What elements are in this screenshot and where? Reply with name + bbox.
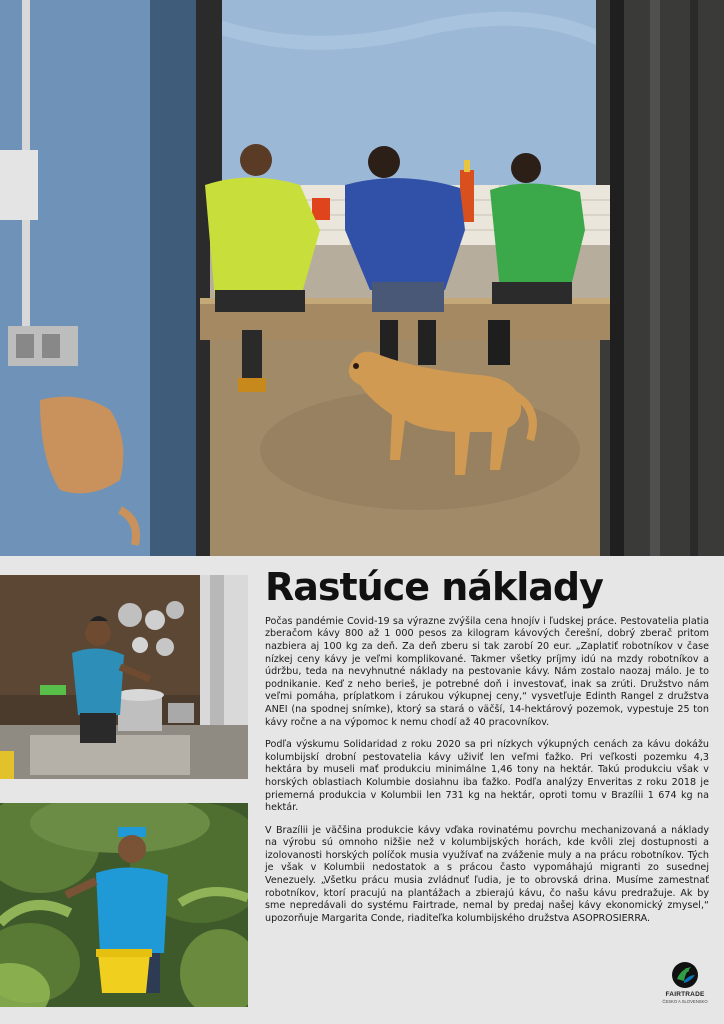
article-paragraph-3: V Brazílii je väčšina produkcie kávy vďaka rovinatému povrchu mechanizovaná a náklady na výrobu sú omnoho nižšie než v kolumbijských horách, kde kvôli zlej dostupnosti a izolovanosti horských políčok musia využívať na zváženie muly a na prácu robotníkov. Tých je však v Kolumbii nedostatok a s prácou často vypomáhajú migranti zo susednej Venezuely. „Všetku prácu musia zvládnuť ľudia, je to obrovská drina. Musíme zamestnať robotníkov, ktorí pracujú na plantážach a zbierajú kávu, čo našu kávu predražuje. Ak by sme nepredávali do systému Fairtrade, nemal by predaj našej kávy ekonomický zmysel,“ upozorňuje Margarita Conde, riaditeľka kolumbijského družstva ASOPROSIERRA. xyxy=(265,824,709,924)
article-paragraph-2: Podľa výskumu Solidaridad z roku 2020 sa pri nízkych výkupných cenách za kávu dokážu kolumbijskí drobní pestovatelia kávy uživiť len veľmi ťažko. Pri veľkosti pozemku 4,3 hektára by museli mať produkciu minimálne 1,46 tony na hektár. Takú produkciu však v horských oblastiach Kolumbie dosiahnu iba ťažko. Podľa analýzy Enveritas z roku 2018 je priemerná produkcia v Kolumbii len 731 kg na hektár, oproti tomu v Brazílii 1 674 kg na hektár. xyxy=(265,739,709,814)
photo-woman-cooking xyxy=(0,575,248,779)
photo-farmer-illustration xyxy=(0,803,248,1007)
article-paragraph-1: Počas pandémie Covid-19 sa výrazne zvýšila cena hnojív i ľudskej práce. Pestovatelia platia zberačom kávy 800 až 1 000 pesos za kilogram kávových čerešní, dobrý zberač pritom nazbiera aj 100 kg za deň. Za deň zberu si tak zarobí 20 eur. „Zaplatiť robotníkov v čase nízkej ceny kávy je veľmi komplikované. Takmer všetky príjmy idú na mzdy robotníkov a údržbu, teda na nevyhnutné náklady na pestovanie kávy. Nám zostalo naozaj málo. Je to podnikanie. Keď z neho berieš, je potrebné doň i investovať, inak sa zrúti. Družstvo nám veľmi pomáha, príplatkom i zárukou výkupnej ceny,“ vysvetľuje Edinth Rangel z družstva ANEI (na spodnej snímke), ktorý sa stará o väčší, 14-hektárový pozemok, vypestuje 25 ton kávy ročne a na výpomoc k nemu chodí až 40 pracovníkov. xyxy=(265,615,709,728)
photo-farmer-plantation xyxy=(0,803,248,1007)
fairtrade-mark-icon xyxy=(671,961,699,989)
article-title: Rastúce náklady xyxy=(265,565,603,609)
article xyxy=(265,567,709,935)
fairtrade-logo-subtitle: ČESKO A SLOVENSKO xyxy=(662,999,708,1004)
fairtrade-logo-name: FAIRTRADE xyxy=(665,991,705,998)
photo-kitchen-illustration xyxy=(0,575,248,779)
fairtrade-logo xyxy=(662,961,708,1011)
